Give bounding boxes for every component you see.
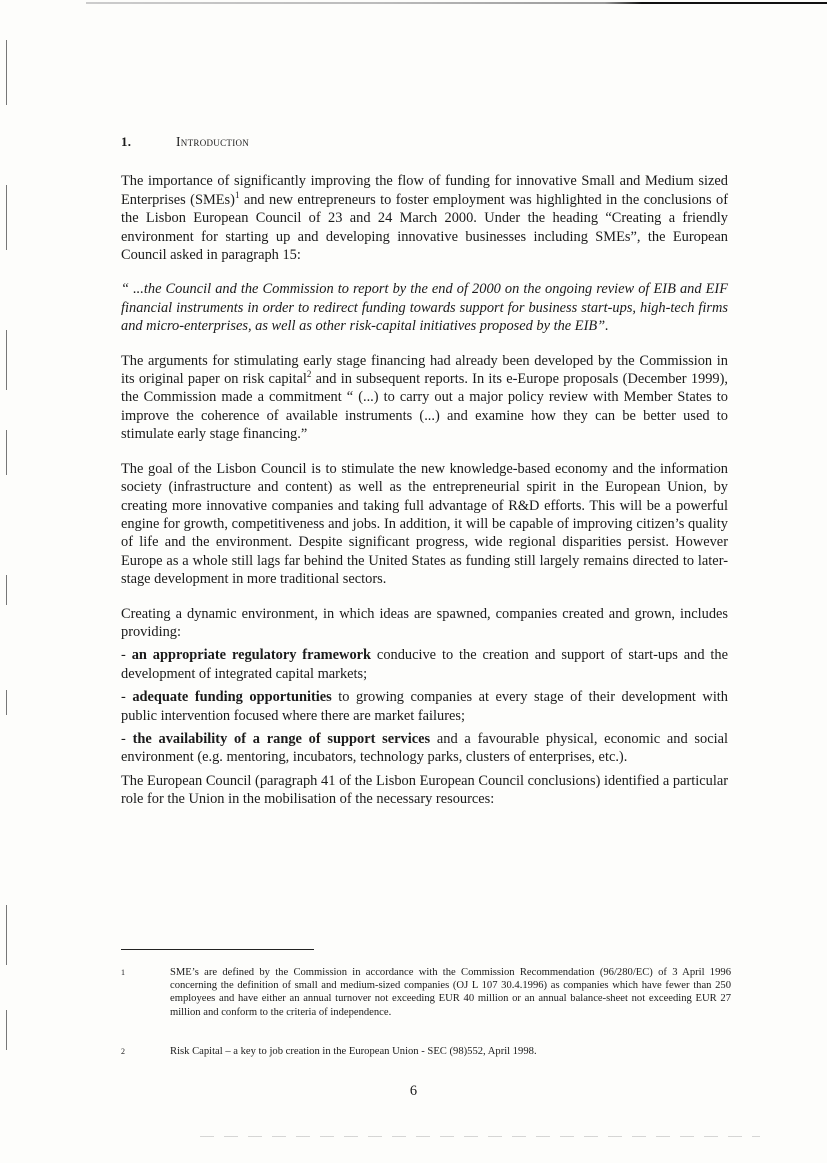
list-item-emphasis: adequate funding opportunities — [132, 689, 332, 706]
scan-left-edge-mark — [6, 330, 7, 390]
paragraph-lisbon-goal: The goal of the Lisbon Council is to stimulate the new knowledge-based economy and the information society (infrastructure and content) as well as the entrepreneurial spirit in the European Union, by creating more innovative companies and taking full advantage of R&D efforts. This will be a powerful engine for growth, competitiveness and jobs. In addition, it will be capable of improving citizen’s quality of life and the environment. Despite significant progress, wide regional disparities persist. However Europe as a whole still lags far behind the United States as funding still largely remains directed to later-stage development in more traditional sectors. — [121, 460, 728, 588]
paragraph-arguments-text-a: The arguments for stimulating early stage financing had already been developed by the Commission in its original paper on risk capital — [121, 352, 728, 388]
scan-left-edge-mark — [6, 430, 7, 475]
footnote-text: SME’s are defined by the Commission in accordance with the Commission Recommendation (96/280/EC) of 3 April 1996 concerning the definition of small and medium-sized companies (OJ L 107 30.4.1996) as companies which have fewer than 250 employees and have either an annual turnover not exceeding EUR 40 million or an annual balance-sheet not exceeding EUR 27 million and conform to the criteria of independence. — [170, 967, 731, 1018]
section-number: 1. — [121, 134, 132, 149]
footnote-1 — [121, 966, 731, 1019]
scan-left-edge-mark — [6, 185, 7, 250]
page-number: 6 — [409, 1083, 418, 1099]
scan-left-edge-mark — [6, 40, 7, 105]
footnote-2 — [121, 1045, 731, 1058]
paragraph-intro-text-b: and new entrepreneurs to foster employment was highlighted in the conclusions of the Lisbon European Council of 23 and 24 March 2000. Under the heading “Creating a friendly environment for starting up and developing innovative businesses including SMEs”, the European Council asked in paragraph 15: — [121, 191, 729, 264]
footnote-ref-1: 1 — [234, 189, 240, 200]
scan-top-border — [86, 2, 827, 4]
list-item-text: and a favourable physical, economic and social environment (e.g. mentoring, incubators, technology parks, clusters of enterprises, etc.). — [121, 730, 728, 766]
list-item-emphasis: an appropriate regulatory framework — [131, 647, 372, 664]
document-body — [121, 133, 728, 809]
list-item — [121, 688, 728, 725]
paragraph-european-council: The European Council (paragraph 41 of the Lisbon European Council conclusions) identified a particular role for the Union in the mobilisation of the necessary resources: — [121, 772, 728, 808]
scan-left-edge-mark — [6, 575, 7, 605]
list-item-dash: - — [121, 730, 133, 747]
scan-bottom-noise — [200, 1136, 760, 1137]
list-item-dash: - — [121, 689, 133, 706]
list-item-emphasis: the availability of a range of support services — [132, 730, 431, 747]
scan-left-edge-mark — [6, 690, 7, 715]
scan-left-edge-mark — [6, 1010, 7, 1050]
section-heading — [121, 133, 728, 151]
scan-left-edge-mark — [6, 905, 7, 965]
section-title: Introduction — [176, 134, 250, 149]
quoted-passage: “ ...the Council and the Commission to report by the end of 2000 on the ongoing review of EIB and EIF financial instruments in order to redirect funding towards support for business start-ups, high-tech firms and micro-enterprises, as well as other risk-capital initiatives proposed by the EIB”. — [121, 281, 728, 335]
paragraph-intro-text-a: The importance of significantly improving the flow of funding for innovative Small and Medium sized Enterprises (SMEs) — [121, 173, 728, 208]
list-item-text: to growing companies at every stage of their development with public intervention focused where there are market failures; — [121, 689, 729, 724]
list-item-text: conducive to the creation and support of start-ups and the development of integrated capital markets; — [121, 647, 729, 682]
list-item — [121, 730, 728, 767]
paragraph-arguments-text-b: and in subsequent reports. In its e-Europe proposals (December 1999), the Commission made a commitment “ (...) to carry out a major policy review with Member States to improve the coherence of available instruments (...) and examine how they can be better used to stimulate early stage financing.” — [121, 371, 728, 443]
footnote-text: Risk Capital – a key to job creation in the European Union - SEC (98)552, April 1998. — [170, 1046, 537, 1057]
paragraph-dynamic-environment: Creating a dynamic environment, in which ideas are spawned, companies created and grown, includes providing: — [121, 605, 728, 640]
footnote-ref-2: 2 — [306, 369, 312, 380]
footnote-mark: 2 — [121, 1047, 125, 1056]
footnote-mark: 1 — [121, 968, 125, 977]
paragraph-arguments — [121, 352, 728, 444]
footnote-separator — [121, 949, 314, 950]
list-item — [121, 646, 728, 683]
paragraph-intro — [121, 172, 728, 264]
list-item-dash: - — [121, 647, 132, 664]
